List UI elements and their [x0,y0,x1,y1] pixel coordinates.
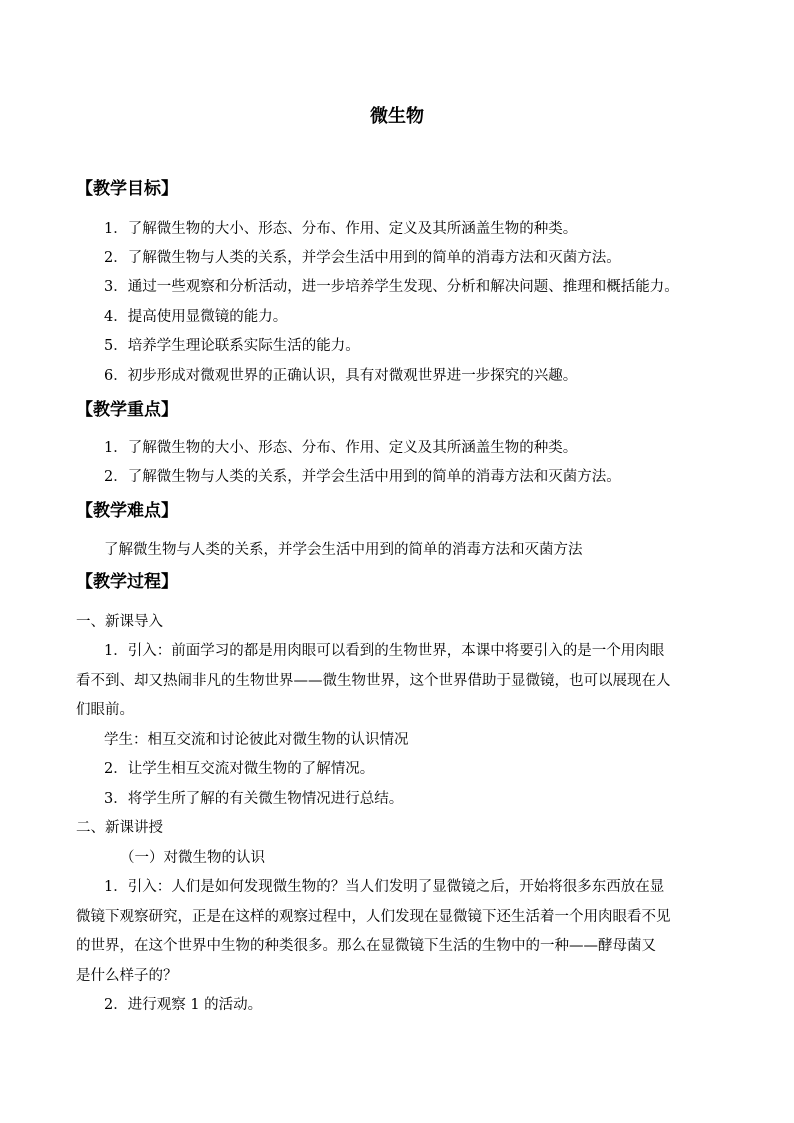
process-part1-line: 学生：相互交流和讨论彼此对微生物的认识情况 [104,732,409,748]
process-part2-line: 2．进行观察 1 的活动。 [104,997,263,1013]
key-points-item: 2．了解微生物与人类的关系，并学会生活中用到的简单的消毒方法和灭菌方法。 [104,469,621,485]
process-part2-line: 的世界，在这个世界中生物的种类很多。那么在显微镜下生活的生物中的一种——酵母菌又 [76,938,656,954]
goals-item: 4．提高使用显微镜的能力。 [104,309,288,325]
process-part1-line: 看不到、却又热闹非凡的生物世界——微生物世界，这个世界借助于显微镜，也可以展现在人 [76,673,671,689]
document-title: 微生物 [370,106,424,127]
goals-item: 1．了解微生物的大小、形态、分布、作用、定义及其所涵盖生物的种类。 [104,221,578,237]
process-part1-title: 一、新课导入 [76,614,163,630]
process-part2-subtitle: （一）对微生物的认识 [120,850,265,866]
process-part1-line: 1．引入：前面学习的都是用肉眼可以看到的生物世界，本课中将要引入的是一个用肉眼 [104,643,665,659]
process-part2-title: 二、新课讲授 [76,820,163,836]
goals-item: 2．了解微生物与人类的关系，并学会生活中用到的简单的消毒方法和灭菌方法。 [104,250,621,266]
goals-item: 3．通过一些观察和分析活动，进一步培养学生发现、分析和解决问题、推理和概括能力。 [104,279,679,295]
process-part1-line: 3．将学生所了解的有关微生物情况进行总结。 [104,791,404,807]
goals-item: 5．培养学生理论联系实际生活的能力。 [104,338,360,354]
difficulties-text: 了解微生物与人类的关系，并学会生活中用到的简单的消毒方法和灭菌方法 [104,542,583,558]
process-part1-line: 们眼前。 [76,702,134,718]
goals-item: 6．初步形成对微观世界的正确认识，具有对微观世界进一步探究的兴趣。 [104,368,578,384]
difficulties-heading: 【教学难点】 [76,501,178,521]
process-heading: 【教学过程】 [76,572,178,592]
goals-heading: 【教学目标】 [76,179,178,199]
process-part2-line: 是什么样子的？ [76,968,178,984]
key-points-item: 1．了解微生物的大小、形态、分布、作用、定义及其所涵盖生物的种类。 [104,440,578,456]
process-part2-line: 微镜下观察研究，正是在这样的观察过程中，人们发现在显微镜下还生活着一个用肉眼看不见 [76,909,671,925]
process-part2-line: 1．引入：人们是如何发现微生物的？当人们发明了显微镜之后，开始将很多东西放在显 [104,879,665,895]
key-points-heading: 【教学重点】 [76,400,178,420]
process-part1-line: 2．让学生相互交流对微生物的了解情况。 [104,761,375,777]
